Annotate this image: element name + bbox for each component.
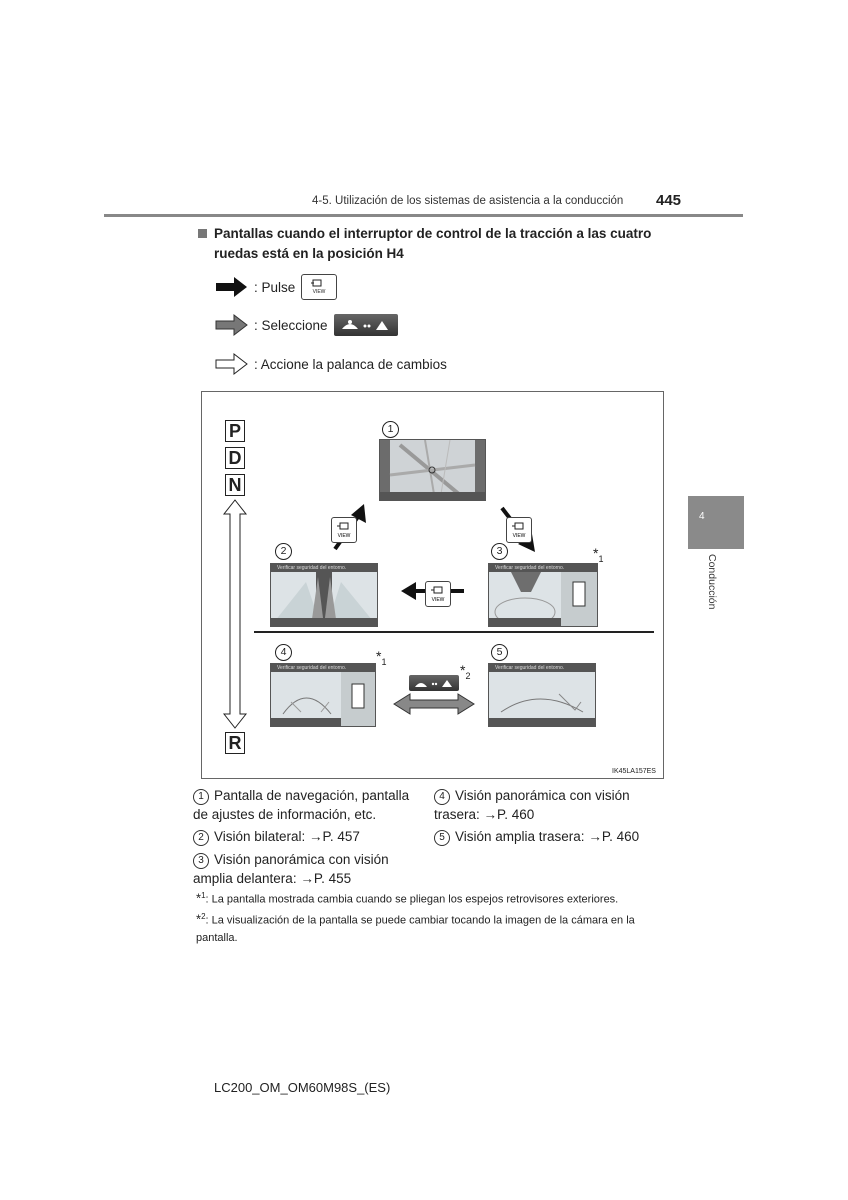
gear-p: P: [225, 420, 245, 442]
screen-number-5: 5: [491, 644, 508, 661]
camera-select-button-icon-diagram: [409, 675, 459, 691]
gear-n: N: [225, 474, 245, 496]
asterisk-1-bottom: $*_1$: [376, 648, 387, 667]
legend-shift-label: : Accione la palanca de cambios: [254, 356, 447, 372]
view-button-icon-1to3: [506, 517, 532, 543]
legend-shift: [214, 352, 447, 376]
rear-wide-screen: Verificar seguridad del entorno.: [488, 663, 596, 727]
legend-press: [214, 274, 337, 300]
svg-text:VIEW: VIEW: [431, 597, 445, 603]
gray-arrow-icon: [214, 313, 248, 337]
asterisk-1-top: $*_1$: [593, 545, 604, 564]
bilateral-view-screen: Verificar seguridad del entorno.: [270, 563, 378, 627]
item-1: 1 Pantalla de navegación, pantalla de ajustes de información, etc.: [193, 788, 410, 822]
white-arrow-icon: [214, 352, 248, 376]
item-4: 4 Visión panorámica con visión trasera: →P. 460: [434, 788, 630, 822]
gray-double-arrow-icon: [394, 694, 474, 714]
panoramic-rear-screen: Verificar seguridad del entorno.: [270, 663, 376, 727]
item-3: 3 Visión panorámica con visión amplia delantera: →P. 455: [193, 852, 389, 886]
svg-text:VIEW: VIEW: [512, 533, 526, 539]
view-button-icon: [301, 274, 337, 300]
svg-text:VIEW: VIEW: [337, 533, 351, 539]
legend-press-label: : Pulse: [254, 279, 296, 295]
chapter-tab-number: 4: [699, 511, 705, 522]
chapter-tab-label: Conducción: [706, 554, 718, 610]
gear-r: R: [225, 732, 245, 754]
view-button-icon-2to1: [331, 517, 357, 543]
item-2: 2 Visión bilateral: →P. 457: [193, 827, 423, 846]
legend-select-label: : Seleccione: [254, 317, 328, 333]
screen-number-2: 2: [275, 543, 292, 560]
item-5: 5 Visión amplia trasera: →P. 460: [434, 827, 660, 846]
screen-number-4: 4: [275, 644, 292, 661]
screen-flow-diagram: [201, 391, 664, 779]
asterisk-2: $*_2$: [460, 662, 471, 681]
screen-number-1: 1: [382, 421, 399, 438]
view-button-icon-3to2: [425, 581, 451, 607]
note-1: *$^1$: La pantalla mostrada cambia cuando se pliegan los espejos retrovisores exteriores.: [196, 890, 619, 906]
camera-select-button-icon: [334, 314, 398, 336]
section-heading: Pantallas cuando el interruptor de control de la tracción a las cuatro ruedas está en la posición H4: [214, 226, 652, 261]
header-section-title: 4-5. Utilización de los sistemas de asistencia a la conducción: [312, 195, 624, 207]
svg-text:VIEW: VIEW: [312, 289, 326, 295]
header-rule: [104, 214, 743, 217]
black-arrow-icon: [214, 275, 248, 299]
panoramic-front-screen: Verificar seguridad del entorno.: [488, 563, 598, 627]
navigation-screen: [379, 439, 486, 501]
gear-d: D: [225, 447, 245, 469]
figure-code: IK45LA157ES: [612, 768, 656, 775]
screen-number-3: 3: [491, 543, 508, 560]
note-2: *$^2$: La visualización de la pantalla se puede cambiar tocando la imagen de la cámara en la pantalla.: [196, 911, 635, 944]
chapter-tab: [688, 496, 744, 549]
heading-bullet: [198, 229, 207, 238]
legend-select: [214, 313, 398, 337]
shift-double-arrow-icon: [224, 500, 246, 728]
page-number: 445: [656, 192, 682, 209]
footer-code: LC200_OM_OM60M98S_(ES): [214, 1080, 391, 1095]
